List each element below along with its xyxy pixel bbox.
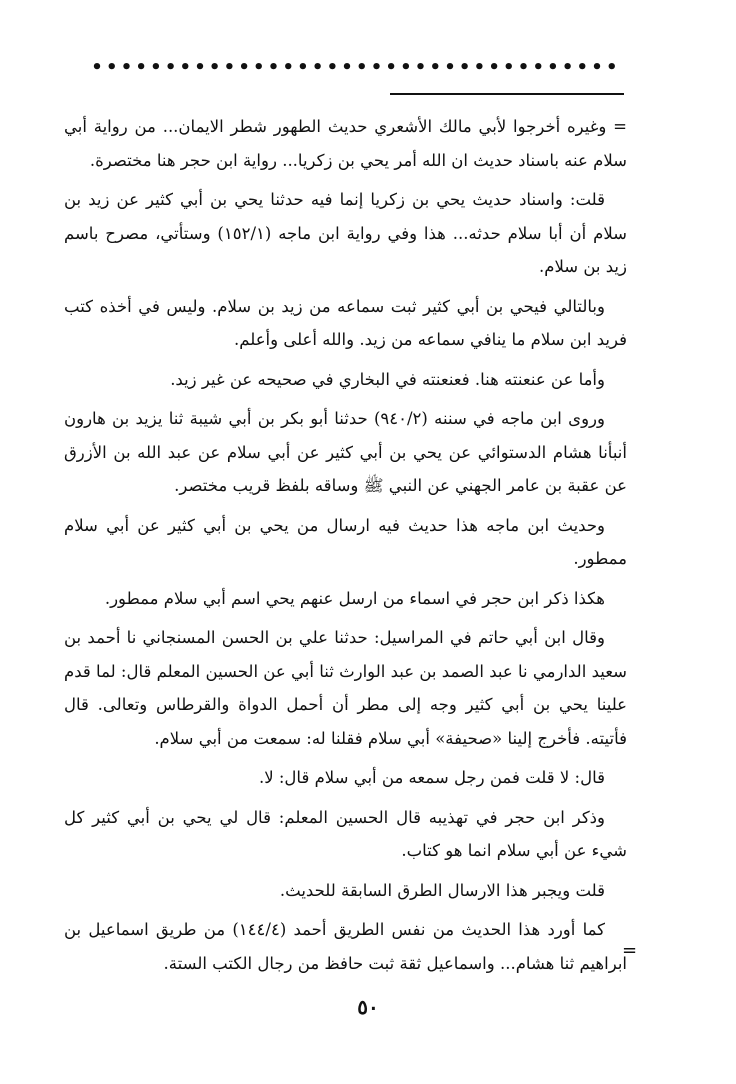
page-number: ٥٠ <box>357 995 379 1019</box>
paragraph-3: وبالتالي فيحي بن أبي كثير ثبت سماعه من زيد بن سلام. وليس في أخذه كتب فريد ابن سلام ما ينافي سماعه من زيد. والله أعلى وأعلم. <box>64 296 627 349</box>
paragraph-9: قال: لا قلت فمن رجل سمعه من أبي سلام قال: لا. <box>258 768 605 787</box>
header-rule <box>390 93 624 95</box>
paragraph-5: وروى ابن ماجه في سننه (٩٤٠/٢) حدثنا أبو بكر بن أبي شيبة ثنا يزيد بن هارون أنبأنا هشام الدستوائي عن يحي بن أبي كثير عن أبي سلام عن عبد الله بن الأزرق عن عقبة بن عامر الجهني عن النبي ﷺ وساقه بلفظ قريب مختصر. <box>64 409 627 495</box>
paragraph-6: وحديث ابن ماجه هذا حديث فيه ارسال من يحي بن أبي كثير عن أبي سلام ممطور. <box>64 515 627 568</box>
paragraph-8: وقال ابن أبي حاتم في المراسيل: حدثنا علي بن الحسن المسنجاني نا أحمد بن سعيد الدارمي نا عبد الصمد بن عبد الوارث ثنا أبي عن الحسين المعلم قال: لما قدم علينا يحي بن أبي كثير وجه إلى مطر أن أحمل الدواة والقرطاس وتعالى. قال فأتيته. فأخرج إلينا «صحيفة» أبي سلام فقلنا له: سمعت من أبي سلام. <box>64 628 627 748</box>
paragraph-11: قلت ويجبر هذا الارسال الطرق السابقة للحديث. <box>279 880 605 900</box>
paragraph-4: وأما عن عنعنته هنا. فعنعنته في البخاري في صحيحه عن غير زيد. <box>170 369 605 389</box>
paragraph-1: = وغيره أخرجوا لأبي مالك الأشعري حديث الطهور شطر الايمان... من رواية أبي سلام عنه باسناد حديث ان الله أمر يحي بن زكريا... رواية ابن حجر هنا مختصرة. <box>64 117 627 170</box>
paragraph-7: هكذا ذكر ابن حجر في اسماء من ارسل عنهم يحي اسم أبي سلام ممطور. <box>104 588 605 608</box>
header-dots: •••••••••••••••••••••••••••••••••••• <box>91 58 621 78</box>
page-body <box>64 110 627 986</box>
paragraph-12: كما أورد هذا الحديث من نفس الطريق أحمد (١٤٤/٤) من طريق اسماعيل بن ابراهيم ثنا هشام... واسماعيل ثقة ثبت حافظ من رجال الكتب الستة. <box>64 920 627 973</box>
paragraph-10: وذكر ابن حجر في تهذيبه قال الحسين المعلم: قال لي يحي بن أبي كثير كل شيء عن أبي سلام انما هو كتاب. <box>64 807 627 860</box>
continuation-marker: = <box>622 940 638 961</box>
paragraph-2: قلت: واسناد حديث يحي بن زكريا إنما فيه حدثنا يحي بن أبي كثير عن زيد بن سلام أن أبا سلام حدثه... هذا وفي رواية ابن ماجه (١٥٢/١) وستأتي، مصرح باسم زيد بن سلام. <box>64 190 627 276</box>
